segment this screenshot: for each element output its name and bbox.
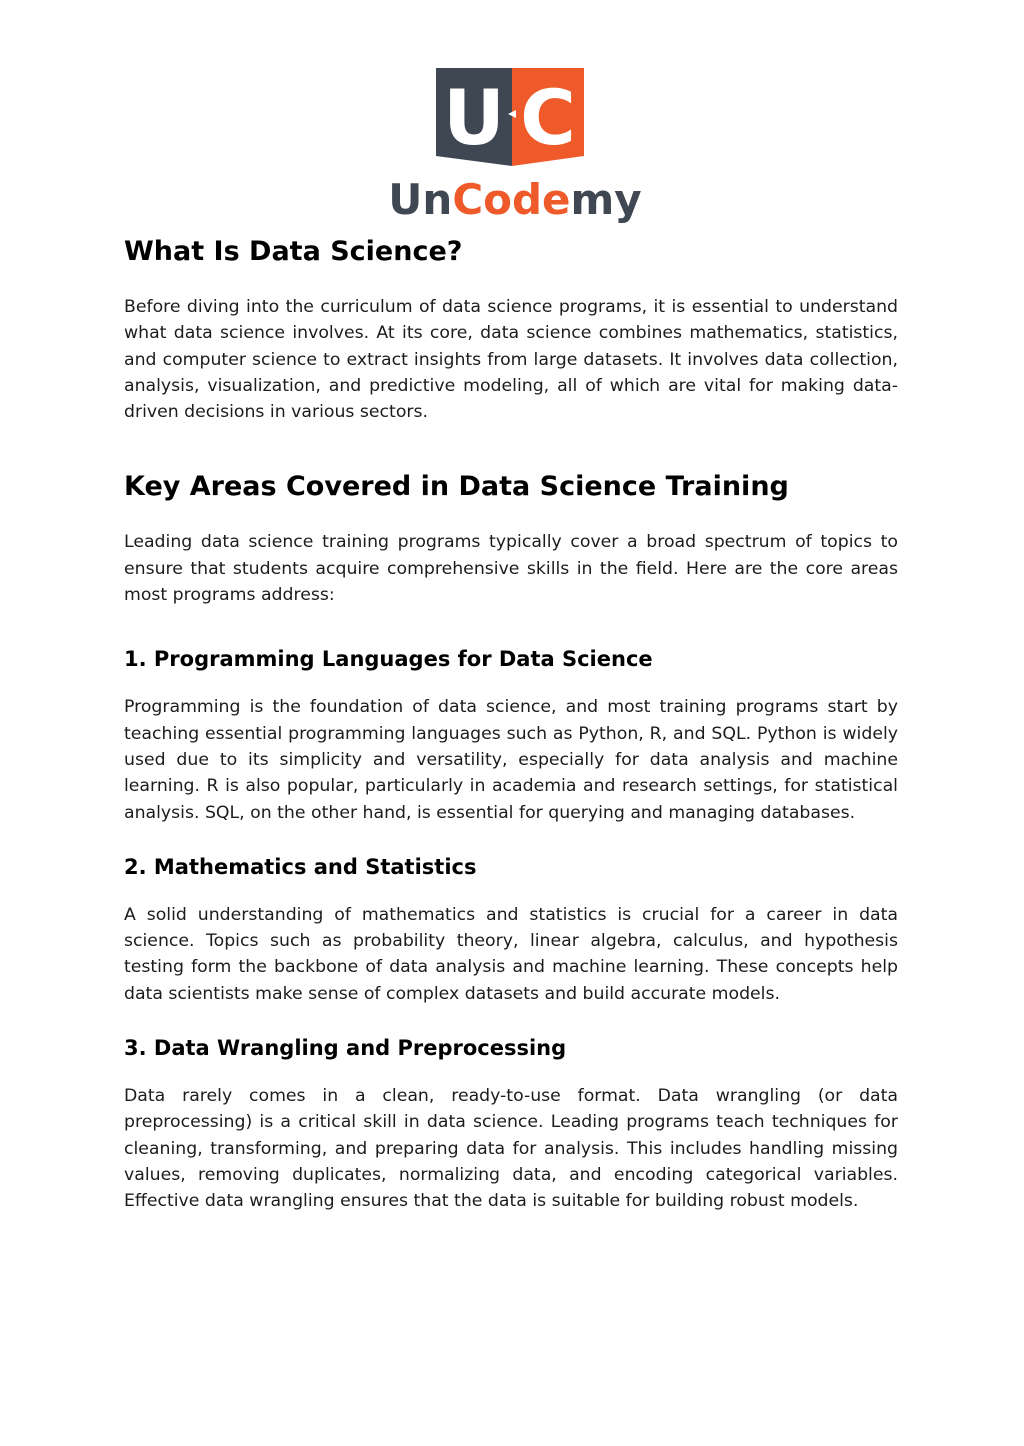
logo-wordmark-code: Code <box>452 175 571 224</box>
paragraph-what-is-data-science: Before diving into the curriculum of data science programs, it is essential to understand what data science involves. At its core, data science combines mathematics, statistics, and computer science to extract insights from large datasets. It involves data collection, analysis, visualization, and predictive modeling, all of which are vital for making data-driven decisions in various sectors. <box>124 297 898 423</box>
heading-mathematics-statistics: 2. Mathematics and Statistics <box>124 854 477 879</box>
paragraph-programming-languages: Programming is the foundation of data science, and most training programs start by teaching essential programming languages such as Python, R, and SQL. Python is widely used due to its simplicity and versatility, especially for data analysis and machine learning. R is also popular, particularly in academia and research settings, for statistical analysis. SQL, on the other hand, is essential for querying and managing databases. <box>124 697 898 823</box>
paragraph-key-areas: Leading data science training programs typically cover a broad spectrum of topics to ensure that students acquire comprehensive skills in the field. Here are the core areas most programs address: <box>124 532 898 606</box>
heading-data-wrangling: 3. Data Wrangling and Preprocessing <box>124 1036 567 1061</box>
logo-letter-u: U <box>443 73 505 162</box>
logo-mark <box>380 62 650 232</box>
uncodemy-logo <box>380 62 650 232</box>
logo-wordmark <box>388 175 641 224</box>
logo-wordmark-my: my <box>570 175 642 224</box>
heading-what-is-data-science: What Is Data Science? <box>124 236 463 267</box>
logo-wordmark-un: Un <box>388 175 453 224</box>
paragraph-data-wrangling: Data rarely comes in a clean, ready-to-use format. Data wrangling (or data preprocessing) is a critical skill in data science. Leading programs teach techniques for cleaning, transforming, and preparing data for analysis. This includes handling missing values, removing duplicates, normalizing data, and encoding categorical variables. Effective data wrangling ensures that the data is suitable for building robust models. <box>124 1086 898 1212</box>
heading-programming-languages: 1. Programming Languages for Data Science <box>124 647 653 672</box>
heading-key-areas: Key Areas Covered in Data Science Training <box>124 471 789 503</box>
article-content <box>124 232 898 1215</box>
paragraph-mathematics-statistics: A solid understanding of mathematics and statistics is crucial for a career in data science. Topics such as probability theory, linear algebra, calculus, and hypothesis testing form the backbone of data analysis and machine learning. These concepts help data scientists make sense of complex datasets and build accurate models. <box>124 904 898 1004</box>
logo-letter-c: C <box>520 73 576 162</box>
